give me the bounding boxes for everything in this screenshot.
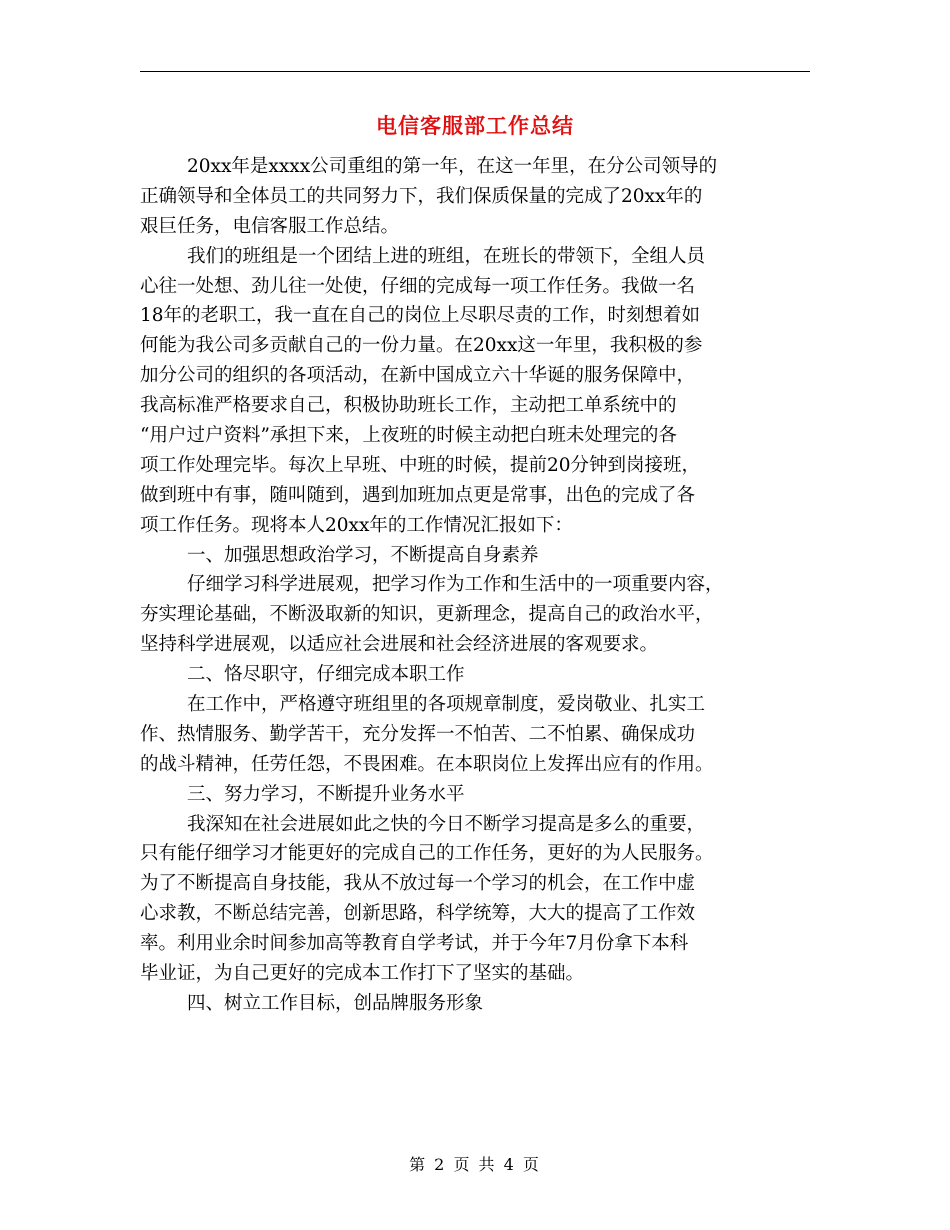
- header-rule: [140, 71, 810, 72]
- text-line: 我高标准严格要求自己，积极协助班长工作，主动把工单系统中的: [140, 395, 677, 417]
- text-line: 加分公司的组织的各项活动，在新中国成立六十华诞的服务保障中，: [140, 365, 696, 387]
- text-line: 我深知在社会进展如此之快的今日不断学习提高是多么的重要，: [187, 813, 706, 835]
- document-body: [140, 152, 812, 1019]
- text-line: 一、加强思想政治学习，不断提高自身素养: [187, 544, 539, 566]
- text-line: 三、努力学习，不断提升业务水平: [187, 783, 465, 805]
- text-line: 夯实理论基础，不断汲取新的知识，更新理念，提高自己的政治水平，: [140, 604, 714, 626]
- text-line: 我们的班组是一个团结上进的班组，在班长的带领下，全组人员: [187, 245, 706, 267]
- text-line: 心往一处想、劲儿往一处使，仔细的完成每一项工作任务。我做一名: [140, 275, 696, 297]
- text-line: 二、恪尽职守，仔细完成本职工作: [187, 664, 465, 686]
- text-line: 只有能仔细学习才能更好的完成自己的工作任务，更好的为人民服务。: [140, 843, 714, 865]
- text-line: 在工作中，严格遵守班组里的各项规章制度，爱岗敬业、扎实工: [187, 694, 706, 716]
- document-title: 电信客服部工作总结: [376, 113, 574, 138]
- text-line: 四、树立工作目标，创品牌服务形象: [187, 992, 484, 1014]
- text-line: 项工作处理完毕。每次上早班、中班的时候，提前20分钟到岗接班，: [140, 454, 701, 476]
- text-line: 项工作任务。现将本人20xx年的工作情况汇报如下：: [140, 514, 573, 536]
- text-line: 作、热情服务、勤学苦干，充分发挥一不怕苦、二不怕累、确保成功: [140, 723, 696, 745]
- text-line: 坚持科学进展观，以适应社会进展和社会经济进展的客观要求。: [140, 634, 659, 656]
- text-line: 的战斗精神，任劳任怨，不畏困难。在本职岗位上发挥出应有的作用。: [140, 753, 714, 775]
- text-line: 正确领导和全体员工的共同努力下，我们保质保量的完成了20xx年的: [140, 185, 703, 207]
- text-line: 做到班中有事，随叫随到，遇到加班加点更是常事，出色的完成了各: [140, 484, 696, 506]
- text-line: “用户过户资料”承担下来，上夜班的时候主动把白班未处理完的各: [140, 425, 677, 447]
- text-line: 20xx年是xxxx公司重组的第一年，在这一年里，在分公司领导的: [187, 156, 718, 177]
- text-line: 艰巨任务，电信客服工作总结。: [140, 215, 400, 237]
- text-line: 何能为我公司多贡献自己的一份力量。在20xx这一年里，我积极的参: [140, 335, 703, 357]
- text-line: 18年的老职工，我一直在自己的岗位上尽职尽责的工作，时刻想着如: [140, 305, 701, 327]
- text-line: 率。利用业余时间参加高等教育自学考试，并于今年7月份拿下本科: [140, 933, 689, 955]
- page-number-footer: 第 2 页 共 4 页: [409, 1155, 541, 1174]
- text-line: 心求教，不断总结完善，创新思路，科学统筹，大大的提高了工作效: [140, 903, 696, 925]
- text-line: 为了不断提高自身技能，我从不放过每一个学习的机会，在工作中虚: [140, 873, 696, 895]
- text-line: 仔细学习科学进展观，把学习作为工作和生活中的一项重要内容，: [187, 574, 724, 596]
- text-line: 毕业证，为自己更好的完成本工作打下了坚实的基础。: [140, 963, 585, 985]
